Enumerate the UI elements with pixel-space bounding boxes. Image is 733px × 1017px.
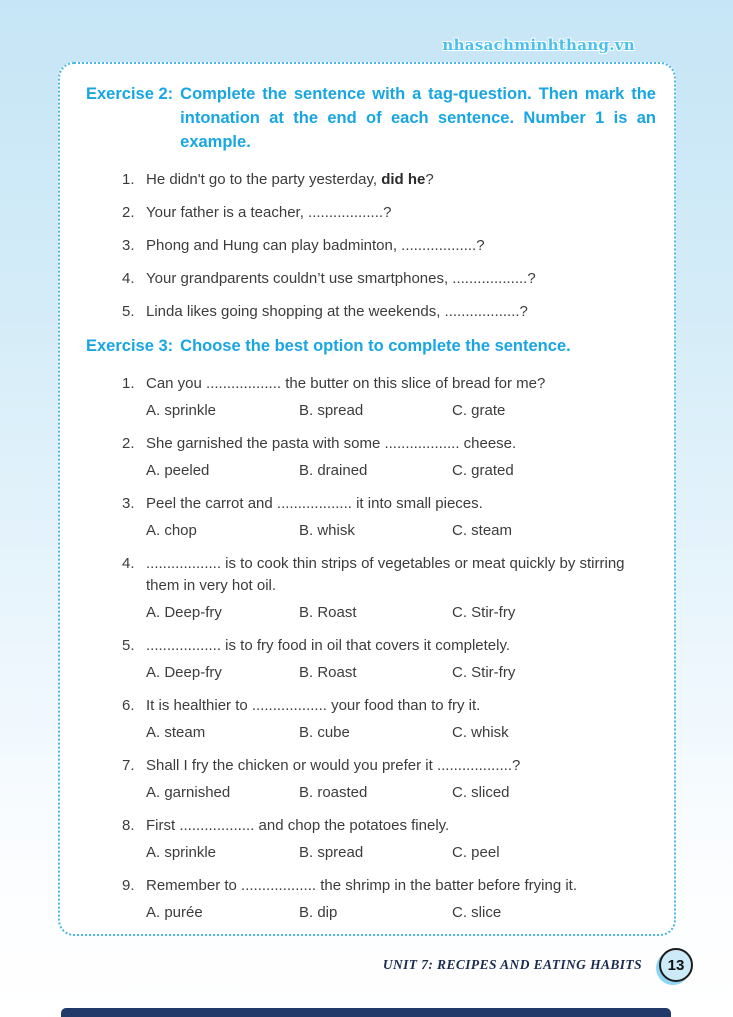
tag-question-item bbox=[122, 202, 656, 223]
question-text: She garnished the pasta with some .................. cheese. bbox=[146, 435, 517, 452]
option-b: B. spread bbox=[299, 402, 364, 419]
question-text: .................. is to fry food in oil that covers it completely. bbox=[146, 637, 511, 654]
item-number: 5. bbox=[122, 303, 135, 320]
exercise2-list bbox=[122, 169, 656, 322]
item-text-pre: Linda likes going shopping at the weekends, ..................? bbox=[146, 303, 528, 320]
question-text: Remember to .................. the shrimp in the batter before frying it. bbox=[146, 877, 578, 894]
option-a: A. steam bbox=[146, 724, 206, 741]
options-row bbox=[146, 460, 656, 481]
question-text: It is healthier to .................. your food than to fry it. bbox=[146, 697, 481, 714]
option-c: C. grated bbox=[452, 462, 514, 479]
option-c: C. sliced bbox=[452, 784, 510, 801]
item-number: 1. bbox=[122, 375, 135, 392]
tag-question-item bbox=[122, 268, 656, 289]
bottom-edge-bar bbox=[61, 1008, 671, 1017]
option-a: A. Deep-fry bbox=[146, 664, 222, 681]
question-text: Shall I fry the chicken or would you prefer it ..................? bbox=[146, 757, 521, 774]
tag-question-item bbox=[122, 301, 656, 322]
option-a: A. sprinkle bbox=[146, 844, 217, 861]
option-c: C. whisk bbox=[452, 724, 509, 741]
mcq-item bbox=[122, 433, 656, 481]
item-text-pre: He didn't go to the party yesterday, bbox=[146, 171, 382, 188]
exercise2-instruction: Complete the sentence with a tag-question. Then mark the intonation at the end of each sentence. Number 1 is an example. bbox=[180, 85, 656, 151]
mcq-item bbox=[122, 493, 656, 541]
option-b: B. Roast bbox=[299, 664, 357, 681]
exercise2-heading bbox=[86, 82, 656, 154]
item-number: 4. bbox=[122, 270, 135, 287]
option-c: C. Stir-fry bbox=[452, 604, 516, 621]
question-text: .................. is to cook thin strips of vegetables or meat quickly by stirring them in very hot oil. bbox=[146, 555, 625, 594]
item-number: 5. bbox=[122, 637, 135, 654]
page-number-badge: 13 bbox=[659, 948, 693, 982]
option-c: C. steam bbox=[452, 522, 513, 539]
tag-question-item bbox=[122, 169, 656, 190]
option-a: A. Deep-fry bbox=[146, 604, 222, 621]
exercise2-label: Exercise 2: bbox=[86, 85, 174, 103]
tag-question-item bbox=[122, 235, 656, 256]
item-number: 7. bbox=[122, 757, 135, 774]
item-number: 3. bbox=[122, 237, 135, 254]
option-b: B. cube bbox=[299, 724, 350, 741]
item-text bbox=[146, 268, 536, 289]
unit-title: UNIT 7: RECIPES AND EATING HABITS bbox=[382, 957, 642, 972]
options-row bbox=[146, 520, 656, 541]
options-row bbox=[146, 662, 656, 683]
mcq-item bbox=[122, 553, 656, 623]
option-c: C. grate bbox=[452, 402, 506, 419]
item-text-bold: did he bbox=[381, 171, 426, 188]
option-a: A. peeled bbox=[146, 462, 210, 479]
mcq-item bbox=[122, 635, 656, 683]
mcq-item bbox=[122, 695, 656, 743]
option-a: A. garnished bbox=[146, 784, 231, 801]
item-number: 6. bbox=[122, 697, 135, 714]
options-row bbox=[146, 902, 656, 923]
options-row bbox=[146, 400, 656, 421]
option-c: C. slice bbox=[452, 904, 502, 921]
question-text: First .................. and chop the potatoes finely. bbox=[146, 817, 450, 834]
option-c: C. peel bbox=[452, 844, 500, 861]
item-number: 8. bbox=[122, 817, 135, 834]
page-footer bbox=[383, 948, 693, 982]
option-a: A. sprinkle bbox=[146, 402, 217, 419]
option-a: A. chop bbox=[146, 522, 197, 539]
option-b: B. spread bbox=[299, 844, 364, 861]
option-a: A. purée bbox=[146, 904, 203, 921]
option-b: B. drained bbox=[299, 462, 368, 479]
mcq-item bbox=[122, 755, 656, 803]
exercise3-list bbox=[122, 373, 656, 923]
item-number: 4. bbox=[122, 555, 135, 572]
options-row bbox=[146, 782, 656, 803]
mcq-item bbox=[122, 815, 656, 863]
option-b: B. Roast bbox=[299, 604, 357, 621]
exercise3-heading bbox=[86, 334, 656, 358]
options-row bbox=[146, 602, 656, 623]
item-text bbox=[146, 202, 391, 223]
item-text-pre: Your grandparents couldn’t use smartphones, ..................? bbox=[146, 270, 536, 287]
exercise3-instruction: Choose the best option to complete the sentence. bbox=[180, 337, 571, 355]
exercise3-label: Exercise 3: bbox=[86, 337, 174, 355]
mcq-item bbox=[122, 373, 656, 421]
item-number: 3. bbox=[122, 495, 135, 512]
option-c: C. Stir-fry bbox=[452, 664, 516, 681]
content-card bbox=[58, 62, 676, 936]
mcq-item bbox=[122, 875, 656, 923]
item-text-pre: Your father is a teacher, ..................? bbox=[146, 204, 392, 221]
item-text bbox=[146, 169, 434, 190]
option-b: B. whisk bbox=[299, 522, 355, 539]
option-b: B. dip bbox=[299, 904, 338, 921]
options-row bbox=[146, 722, 656, 743]
option-b: B. roasted bbox=[299, 784, 368, 801]
item-number: 2. bbox=[122, 435, 135, 452]
item-number: 1. bbox=[122, 171, 135, 188]
watermark: nhasachminhthang.vn bbox=[442, 36, 635, 54]
item-text bbox=[146, 301, 528, 322]
item-text bbox=[146, 235, 485, 256]
item-number: 2. bbox=[122, 204, 135, 221]
question-text: Peel the carrot and .................. it into small pieces. bbox=[146, 495, 483, 512]
item-text-pre: Phong and Hung can play badminton, ..................? bbox=[146, 237, 485, 254]
options-row bbox=[146, 842, 656, 863]
question-text: Can you .................. the butter on this slice of bread for me? bbox=[146, 375, 546, 392]
item-number: 9. bbox=[122, 877, 135, 894]
item-text-post: ? bbox=[425, 171, 434, 188]
